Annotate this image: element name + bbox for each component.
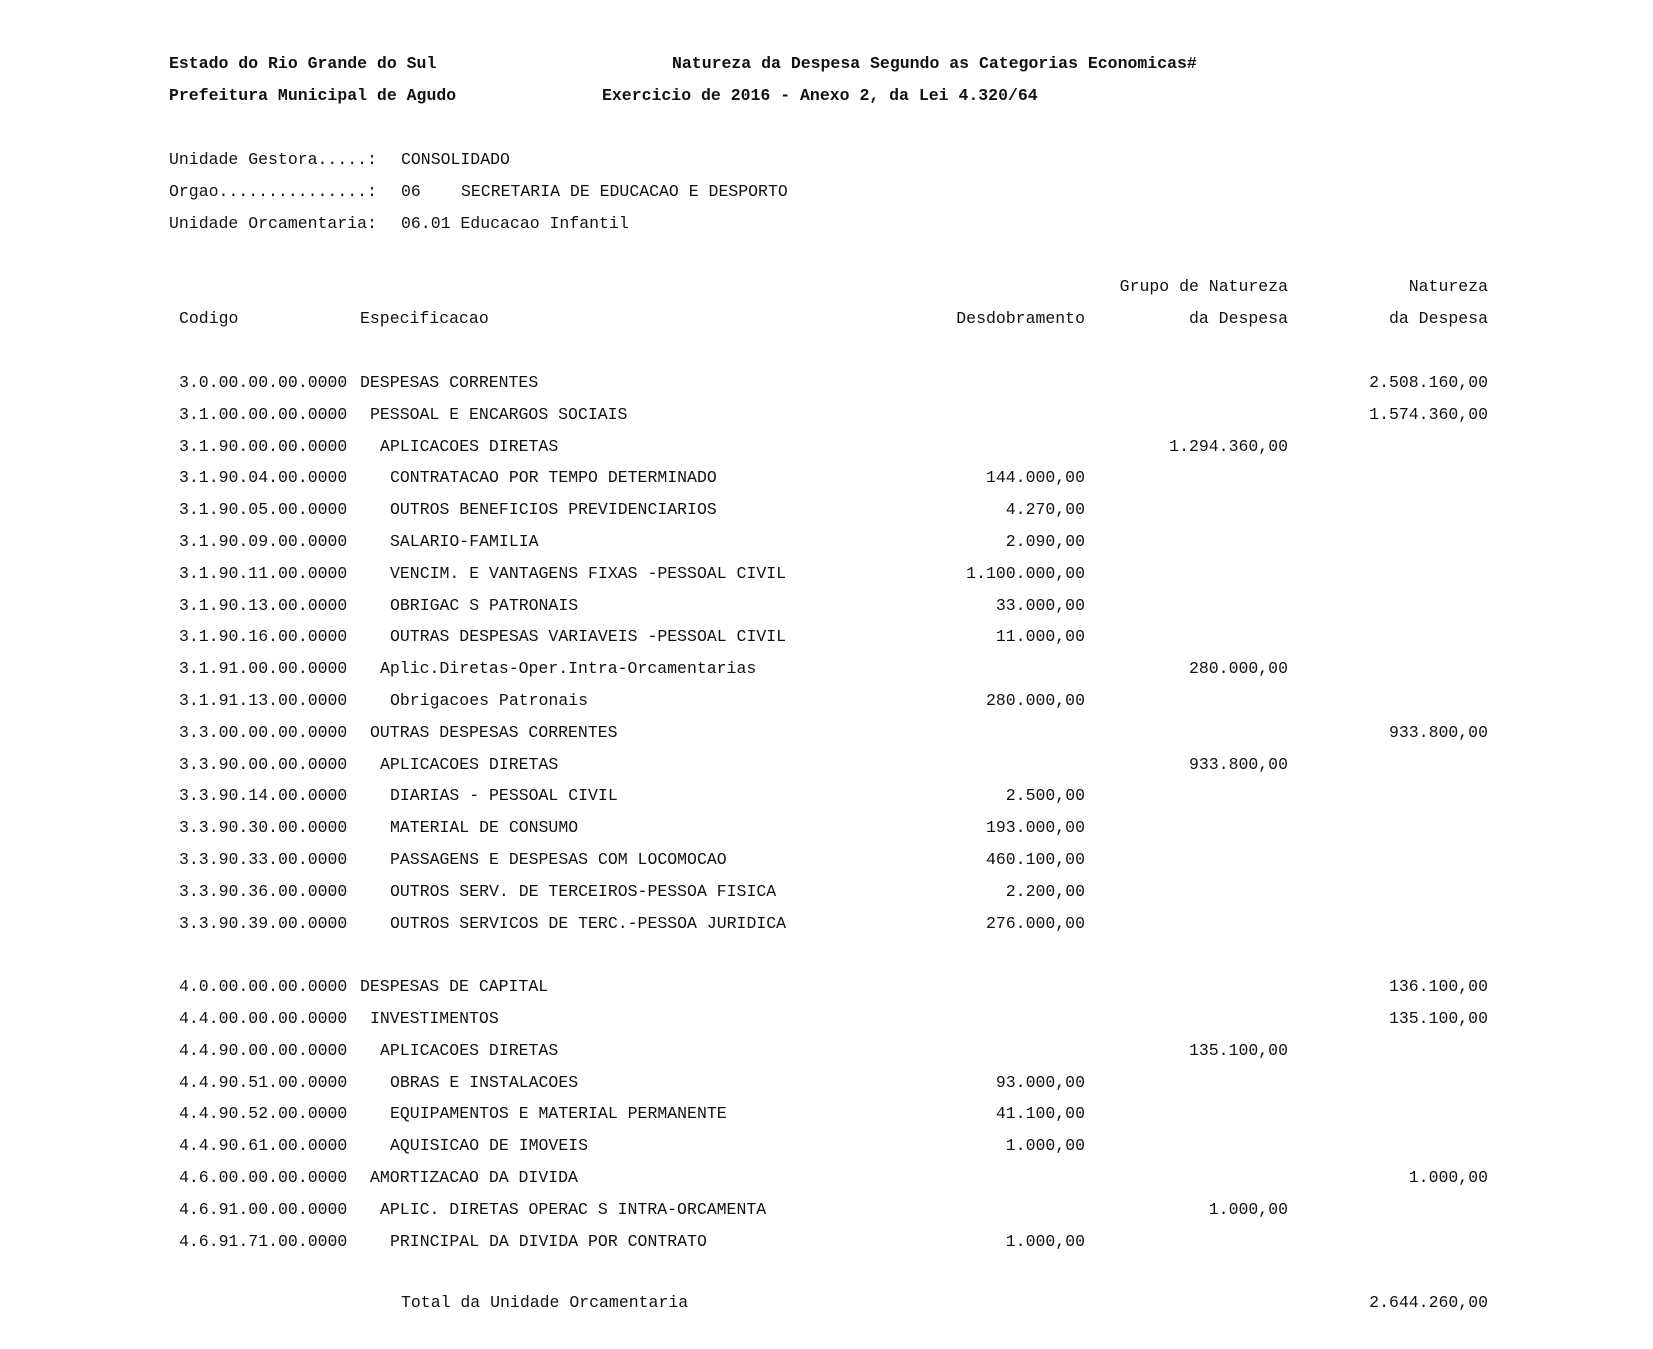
row-grupo-natureza: 280.000,00 [1188,659,1288,679]
row-code: 3.1.90.05.00.0000 [179,500,348,520]
row-desdobramento: 2.200,00 [1005,881,1085,901]
unidade-gestora-label: Unidade Gestora.....: [169,150,377,169]
row-natureza: 1.574.360,00 [1369,404,1488,424]
exercise-line: Exercicio de 2016 - Anexo 2, da Lei 4.320/64 [602,86,1038,105]
row-code: 4.4.90.61.00.0000 [179,1136,348,1156]
row-code: 3.1.90.00.00.0000 [179,436,348,456]
row-code: 4.4.90.00.00.0000 [179,1040,348,1060]
row-desdobramento: 193.000,00 [985,818,1085,838]
row-desdobramento: 1.000,00 [1005,1231,1085,1251]
orgao-code: 06 [401,182,421,201]
row-desdobramento: 2.500,00 [1005,786,1085,806]
row-code: 4.6.00.00.00.0000 [179,1168,348,1187]
row-code: 3.1.91.00.00.0000 [179,659,348,679]
row-description: OUTROS BENEFICIOS PREVIDENCIARIOS [390,500,717,520]
row-description: OUTRAS DESPESAS VARIAVEIS -PESSOAL CIVIL [390,627,787,647]
row-desdobramento: 41.100,00 [995,1104,1085,1124]
state-name: Estado do Rio Grande do Sul [169,54,437,73]
row-code: 4.4.90.51.00.0000 [179,1072,348,1092]
row-description: PESSOAL E ENCARGOS SOCIAIS [370,404,628,424]
row-description: PASSAGENS E DESPESAS COM LOCOMOCAO [390,850,727,869]
row-description: DESPESAS CORRENTES [360,373,539,392]
total-value: 2.644.260,00 [1369,1293,1488,1312]
row-code: 3.3.90.14.00.0000 [179,786,348,806]
unidade-orcamentaria-label: Unidade Orcamentaria: [169,214,377,233]
row-code: 3.1.90.16.00.0000 [179,627,348,647]
row-desdobramento: 93.000,00 [995,1072,1085,1092]
row-description: DESPESAS DE CAPITAL [360,977,549,997]
row-description: OUTROS SERVICOS DE TERC.-PESSOA JURIDICA [390,913,787,933]
column-header-natureza-line1: Natureza [1408,277,1488,296]
row-code: 4.6.91.00.00.0000 [179,1199,348,1219]
row-description: CONTRATACAO POR TEMPO DETERMINADO [390,468,717,488]
row-description: VENCIM. E VANTAGENS FIXAS -PESSOAL CIVIL [390,563,787,583]
row-description: AMORTIZACAO DA DIVIDA [370,1168,578,1187]
unidade-gestora-value: CONSOLIDADO [401,150,510,169]
column-header-desdobramento: Desdobramento [956,309,1085,328]
column-header-especificacao: Especificacao [360,309,489,328]
row-description: APLICACOES DIRETAS [380,436,559,456]
row-code: 4.4.90.52.00.0000 [179,1104,348,1124]
column-header-grupo-line1: Grupo de Natureza [1119,277,1288,296]
row-description: OUTROS SERV. DE TERCEIROS-PESSOA FISICA [390,881,777,901]
row-desdobramento: 2.090,00 [1005,532,1085,551]
row-code: 3.3.90.00.00.0000 [179,754,348,774]
report-title: Natureza da Despesa Segundo as Categorias Economicas# [672,54,1197,73]
row-description: PRINCIPAL DA DIVIDA POR CONTRATO [390,1231,707,1251]
row-description: EQUIPAMENTOS E MATERIAL PERMANENTE [390,1104,727,1124]
row-description: OBRAS E INSTALACOES [390,1072,579,1092]
row-desdobramento: 276.000,00 [985,913,1085,933]
row-natureza: 2.508.160,00 [1369,373,1488,392]
municipality-name: Prefeitura Municipal de Agudo [169,86,457,105]
column-header-grupo-line2: da Despesa [1188,309,1288,328]
row-code: 3.3.00.00.00.0000 [179,722,348,742]
unidade-orcamentaria-value: 06.01 Educacao Infantil [401,214,629,233]
row-description: APLICACOES DIRETAS [380,754,559,774]
row-grupo-natureza: 135.100,00 [1188,1040,1288,1060]
row-desdobramento: 460.100,00 [985,850,1085,869]
row-code: 3.1.90.11.00.0000 [179,563,348,583]
row-desdobramento: 280.000,00 [985,691,1085,710]
row-description: APLIC. DIRETAS OPERAC S INTRA-ORCAMENTA [380,1199,767,1219]
row-code: 4.0.00.00.00.0000 [179,977,348,997]
column-header-natureza-line2: da Despesa [1388,309,1488,328]
row-code: 3.1.91.13.00.0000 [179,691,348,710]
row-code: 3.0.00.00.00.0000 [179,373,348,392]
row-natureza: 933.800,00 [1388,722,1488,742]
row-code: 3.1.90.04.00.0000 [179,468,348,488]
row-description: OBRIGAC S PATRONAIS [390,595,579,615]
row-description: MATERIAL DE CONSUMO [390,818,579,838]
row-code: 4.6.91.71.00.0000 [179,1231,348,1251]
row-description: AQUISICAO DE IMOVEIS [390,1136,589,1156]
row-code: 3.3.90.36.00.0000 [179,881,348,901]
row-natureza: 135.100,00 [1388,1009,1488,1028]
row-description: OUTRAS DESPESAS CORRENTES [370,722,618,742]
row-code: 3.1.90.09.00.0000 [179,532,348,551]
row-desdobramento: 1.100.000,00 [966,563,1085,583]
row-code: 3.3.90.39.00.0000 [179,913,348,933]
row-desdobramento: 11.000,00 [995,627,1085,647]
total-label: Total da Unidade Orcamentaria [401,1293,689,1312]
row-desdobramento: 144.000,00 [985,468,1085,488]
row-natureza: 1.000,00 [1408,1168,1488,1187]
row-code: 3.1.90.13.00.0000 [179,595,348,615]
row-desdobramento: 1.000,00 [1005,1136,1085,1156]
row-grupo-natureza: 1.000,00 [1208,1199,1288,1219]
row-code: 4.4.00.00.00.0000 [179,1009,348,1028]
row-grupo-natureza: 1.294.360,00 [1169,436,1288,456]
orgao-label: Orgao...............: [169,182,377,201]
orgao-name: SECRETARIA DE EDUCACAO E DESPORTO [461,182,788,201]
row-grupo-natureza: 933.800,00 [1188,754,1288,774]
row-code: 3.3.90.30.00.0000 [179,818,348,838]
row-natureza: 136.100,00 [1388,977,1488,997]
row-description: APLICACOES DIRETAS [380,1040,559,1060]
row-desdobramento: 33.000,00 [995,595,1085,615]
column-header-codigo: Codigo [179,309,239,328]
row-description: Aplic.Diretas-Oper.Intra-Orcamentarias [380,659,757,679]
row-description: INVESTIMENTOS [370,1009,499,1028]
row-code: 3.1.00.00.00.0000 [179,404,348,424]
row-description: Obrigacoes Patronais [390,691,589,710]
row-code: 3.3.90.33.00.0000 [179,850,348,869]
row-description: DIARIAS - PESSOAL CIVIL [390,786,618,806]
row-desdobramento: 4.270,00 [1005,500,1085,520]
row-description: SALARIO-FAMILIA [390,532,539,551]
